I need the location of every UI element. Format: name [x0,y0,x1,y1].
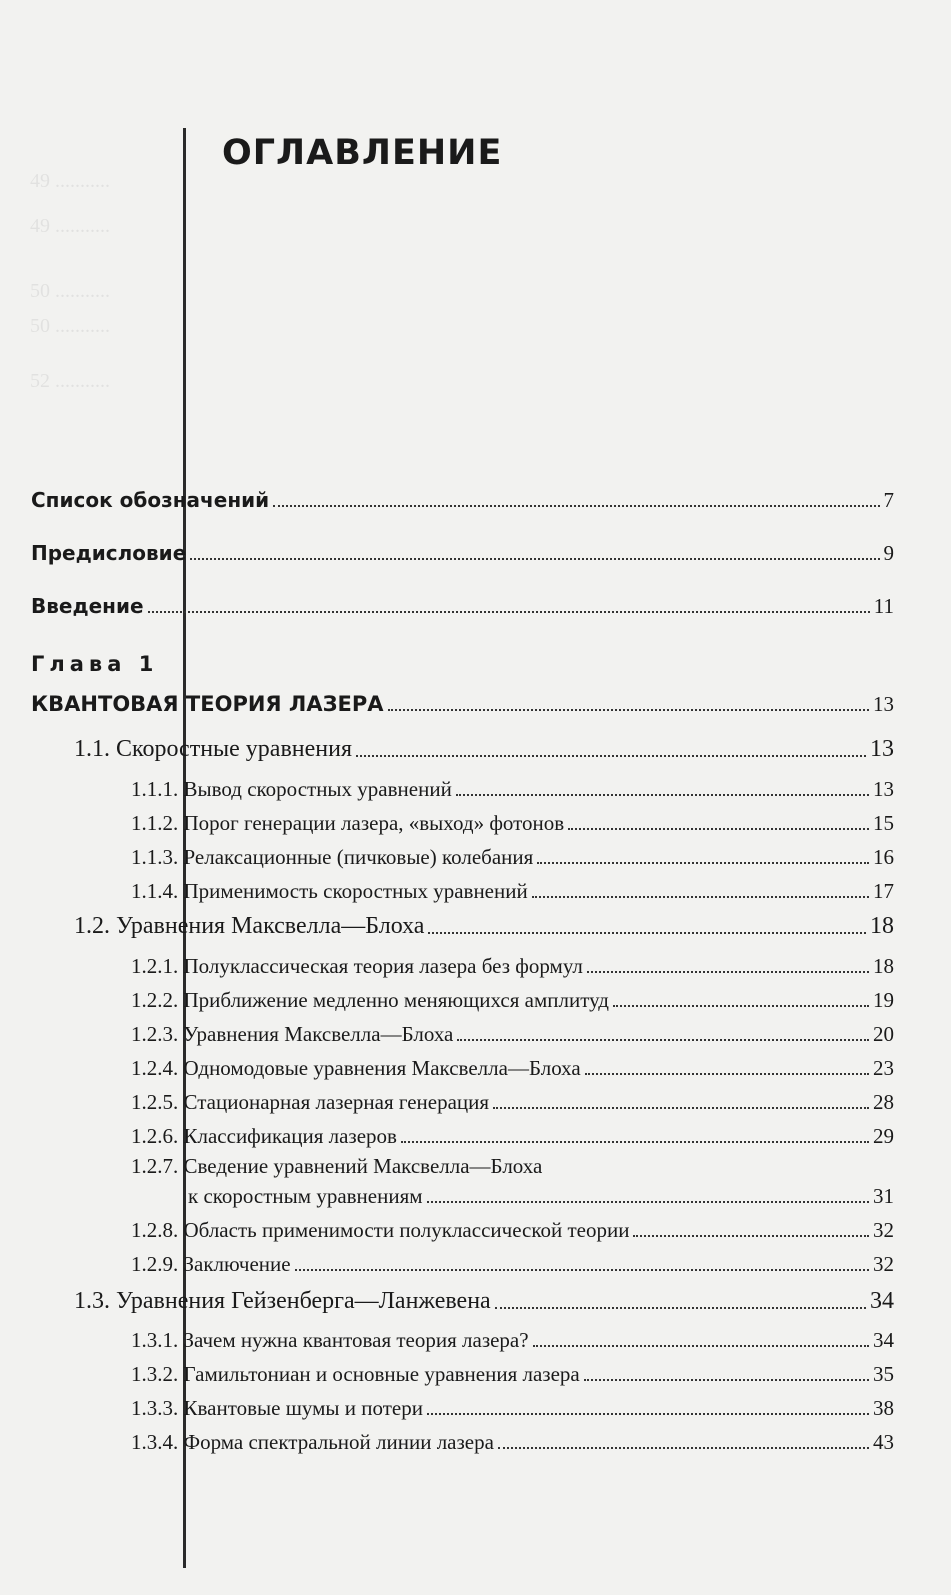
toc-entry-page: 34 [870,1288,894,1314]
dot-leader [537,862,869,864]
toc-entry-subsection[interactable] [131,1430,894,1455]
toc-entry-page: 16 [873,845,894,869]
toc-entry-label: 1.2.8. Область применимости полуклассической теории [131,1218,630,1242]
toc-entry-label: Предисловие [31,541,187,565]
toc-entry-subsection[interactable] [131,1252,894,1277]
toc-entry-label: 1.1.3. Релаксационные (пичковые) колебания [131,845,534,869]
toc-entry-label: 1.2. Уравнения Максвелла—Блоха [74,913,425,939]
toc-entry-label: 1.2.5. Стационарная лазерная генерация [131,1090,490,1114]
toc-entry-page: 43 [873,1430,894,1454]
dot-leader [273,505,879,507]
toc-entry-label: 1.2.4. Одномодовые уравнения Максвелла—Блоха [131,1056,581,1080]
toc-entry-label: Список обозначений [31,488,270,512]
toc-entry-label: 1.2.1. Полуклассическая теория лазера без формул [131,954,583,978]
toc-entry-page: 20 [873,1022,894,1046]
toc-entry-label: 1.2.3. Уравнения Максвелла—Блоха [131,1022,454,1046]
toc-entry-label: 1.1.2. Порог генерации лазера, «выход» фотонов [131,811,565,835]
dot-leader [587,971,869,973]
toc-entry-subsection[interactable] [131,988,894,1013]
toc-entry-page: 32 [873,1218,894,1242]
toc-entry-label: 1.1.4. Применимость скоростных уравнений [131,879,528,903]
chapter-number: Глава 1 [31,652,159,676]
toc-entry-label: 1.3.2. Гамильтониан и основные уравнения лазера [131,1362,580,1386]
dot-leader [295,1269,869,1271]
dot-leader [633,1235,869,1237]
toc-entry-label: Введение [31,594,144,618]
bleed-through-decor: 52 ........... [30,370,110,392]
toc-entry-page: 23 [873,1056,894,1080]
toc-entry-label: 1.1.1. Вывод скоростных уравнений [131,777,452,801]
toc-entry-page: 13 [870,736,894,762]
toc-entry-subsection[interactable] [131,1022,894,1047]
dot-leader [568,828,869,830]
toc-entry-notation[interactable] [31,488,894,513]
toc-entry-label: 1.2.6. Классификация лазеров [131,1124,397,1148]
toc-entry-page: 9 [883,541,894,565]
toc-entry-label: 1.3.3. Квантовые шумы и потери [131,1396,423,1420]
toc-entry-chapter-1[interactable] [31,692,894,717]
toc-entry-page: 15 [873,811,894,835]
toc-entry-subsection[interactable] [131,1056,894,1081]
toc-entry-label: КВАНТОВАЯ ТЕОРИЯ ЛАЗЕРА [31,692,384,716]
page-title: ОГЛАВЛЕНИЕ [222,133,503,173]
toc-entry-page: 11 [873,594,894,618]
bleed-through-decor: 49 ........... [30,170,110,192]
toc-entry-label: 1.3.1. Зачем нужна квантовая теория лазера? [131,1328,529,1352]
toc-entry-label: 1.1. Скоростные уравнения [74,736,353,762]
dot-leader [532,896,869,898]
toc-entry-label: 1.2.2. Приближение медленно меняющихся амплитуд [131,988,609,1012]
dot-leader [388,709,870,711]
toc-entry-label: 1.2.7. Сведение уравнений Максвелла—Блоха [131,1154,543,1178]
toc-entry-page: 28 [873,1090,894,1114]
toc-entry-label: к скоростным уравнениям [188,1184,423,1208]
dot-leader [495,1307,866,1309]
dot-leader [498,1447,869,1449]
dot-leader [148,611,870,613]
toc-entry-subsection-cont[interactable] [188,1184,894,1209]
toc-entry-label: 1.3. Уравнения Гейзенберга—Ланжевена [74,1288,491,1314]
toc-entry-page: 19 [873,988,894,1012]
toc-entry-subsection[interactable] [131,879,894,904]
bleed-through-decor: 49 ........... [30,215,110,237]
toc-entry-page: 13 [873,692,894,716]
toc-entry-section[interactable] [74,913,894,940]
toc-entry-preface[interactable] [31,541,894,566]
toc-entry-page: 35 [873,1362,894,1386]
dot-leader [401,1141,869,1143]
toc-entry-subsection[interactable] [131,954,894,979]
dot-leader [427,1201,869,1203]
toc-entry-subsection[interactable] [131,1328,894,1353]
bleed-through-decor: 50 ........... [30,280,110,302]
toc-entry-page: 32 [873,1252,894,1276]
toc-entry-page: 38 [873,1396,894,1420]
toc-entry-introduction[interactable] [31,594,894,619]
dot-leader [456,794,869,796]
toc-entry-subsection[interactable] [131,1218,894,1243]
toc-entry-label: 1.2.9. Заключение [131,1252,291,1276]
dot-leader [190,558,879,560]
toc-entry-subsection[interactable] [131,811,894,836]
toc-entry-subsection[interactable] [131,1396,894,1421]
toc-entry-page: 13 [873,777,894,801]
toc-entry-page: 18 [873,954,894,978]
dot-leader [493,1107,869,1109]
bleed-through-decor: 50 ........... [30,315,110,337]
toc-entry-page: 34 [873,1328,894,1352]
toc-entry-page: 29 [873,1124,894,1148]
toc-entry-page: 7 [883,488,894,512]
dot-leader [356,755,866,757]
toc-entry-subsection[interactable] [131,777,894,802]
toc-entry-page: 18 [870,913,894,939]
toc-entry-subsection[interactable] [131,1090,894,1115]
toc-entry-subsection[interactable] [131,845,894,870]
toc-entry-section[interactable] [74,1288,894,1315]
toc-entry-page: 31 [873,1184,894,1208]
dot-leader [533,1345,869,1347]
dot-leader [584,1379,869,1381]
dot-leader [613,1005,869,1007]
toc-entry-label: 1.3.4. Форма спектральной линии лазера [131,1430,494,1454]
dot-leader [428,932,866,934]
toc-entry-section[interactable] [74,736,894,763]
dot-leader [585,1073,869,1075]
toc-entry-subsection[interactable] [131,1154,542,1179]
toc-entry-subsection[interactable] [131,1124,894,1149]
dot-leader [457,1039,869,1041]
dot-leader [427,1413,869,1415]
toc-entry-page: 17 [873,879,894,903]
toc-entry-subsection[interactable] [131,1362,894,1387]
